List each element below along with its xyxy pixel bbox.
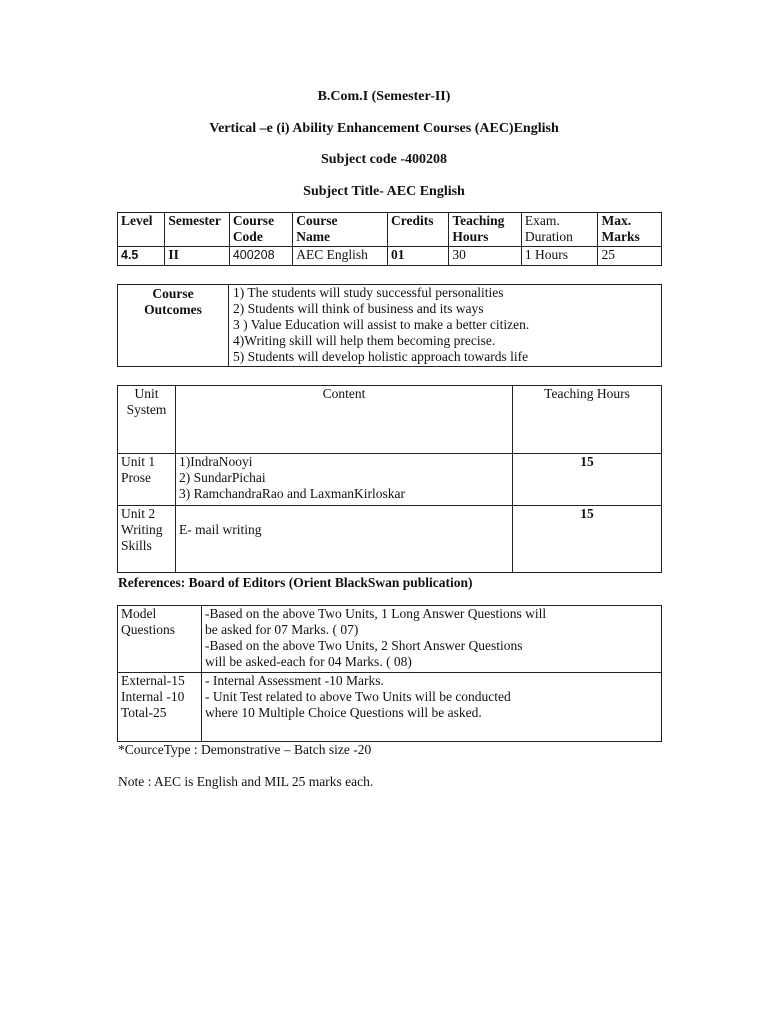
header-course-code: Course Code: [229, 213, 292, 247]
header-unit-system: Unit System: [118, 386, 176, 454]
cell-max-marks: 25: [598, 247, 662, 266]
cell-level: 4.5: [118, 247, 165, 266]
subject-code: Subject code -400208: [321, 152, 447, 167]
marks-label: External-15 Internal -10 Total-25: [118, 673, 202, 742]
course-info-table: [117, 212, 662, 266]
outcome-item: 4)Writing skill will help them becoming precise.: [233, 333, 496, 348]
references: References: Board of Editors (Orient BlackSwan publication): [118, 575, 473, 590]
course-info-row: [118, 247, 662, 266]
header-content: Content: [176, 386, 513, 454]
unit2-row: [118, 506, 662, 573]
header-exam-duration: Exam. Duration: [521, 213, 598, 247]
outcome-item: 3 ) Value Education will assist to make a better citizen.: [233, 317, 530, 332]
marks-note: Note : AEC is English and MIL 25 marks each.: [118, 774, 374, 789]
outcomes-label: Course Outcomes: [118, 285, 229, 367]
outcomes-list: [229, 285, 662, 367]
cell-course-code: 400208: [229, 247, 292, 266]
course-type-note: *CourceType : Demonstrative – Batch size -20: [118, 742, 372, 757]
unit1-content: 1)IndraNooyi 2) SundarPichai 3) RamchandraRao and LaxmanKirloskar: [176, 454, 513, 506]
header-teaching-hours: Teaching Hours: [513, 386, 662, 454]
cell-semester: II: [165, 247, 229, 266]
unit1-label: Unit 1 Prose: [118, 454, 176, 506]
header-semester: Semester: [165, 213, 229, 247]
marks-row: [118, 673, 662, 742]
model-questions-row: [118, 606, 662, 673]
outcome-item: 2) Students will think of business and its ways: [233, 301, 484, 316]
unit1-hours: 15: [513, 454, 662, 506]
units-header-row: [118, 386, 662, 454]
subject-title: Subject Title- AEC English: [303, 184, 465, 199]
unit2-label: Unit 2 Writing Skills: [118, 506, 176, 573]
program-title: B.Com.I (Semester-II): [317, 89, 451, 104]
course-info-header-row: [118, 213, 662, 247]
vertical-title: Vertical –e (i) Ability Enhancement Courses (AEC)English: [209, 121, 559, 136]
cell-exam-duration: 1 Hours: [521, 247, 598, 266]
marks-text: - Internal Assessment -10 Marks. - Unit Test related to above Two Units will be conducted where 10 Multiple Choice Questions will be asked.: [202, 673, 662, 742]
outcome-item: 1) The students will study successful personalities: [233, 285, 504, 300]
header-max-marks: Max. Marks: [598, 213, 662, 247]
units-table: [117, 385, 662, 573]
unit2-content: E- mail writing: [176, 506, 513, 573]
header-level: Level: [118, 213, 165, 247]
header-teaching-hours: Teaching Hours: [449, 213, 522, 247]
course-outcomes-table: [117, 284, 662, 367]
outcome-item: 5) Students will develop holistic approach towards life: [233, 349, 529, 364]
questions-table: [117, 605, 662, 742]
cell-credits: 01: [387, 247, 448, 266]
header-course-name: Course Name: [293, 213, 388, 247]
header-credits: Credits: [387, 213, 448, 247]
cell-teaching-hours: 30: [449, 247, 522, 266]
model-questions-label: Model Questions: [118, 606, 202, 673]
unit2-hours: 15: [513, 506, 662, 573]
unit1-row: [118, 454, 662, 506]
cell-course-name: AEC English: [293, 247, 388, 266]
model-questions-text: -Based on the above Two Units, 1 Long Answer Questions will be asked for 07 Marks. ( 07) -Based on the above Two Units, 2 Short Answer Questions will be asked-each for 04 Marks. ( 08): [202, 606, 662, 673]
course-outcomes-row: [118, 285, 662, 367]
